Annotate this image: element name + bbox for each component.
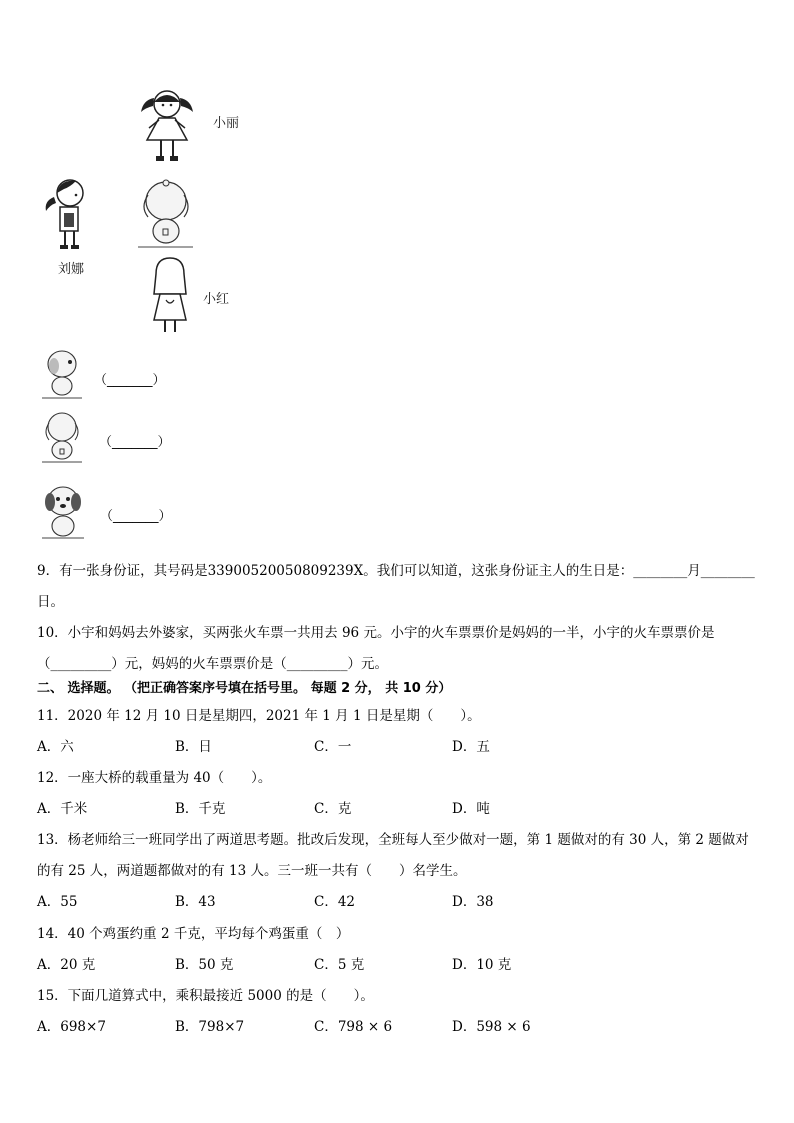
q15-option-a[interactable]: A．698×7 xyxy=(37,1019,106,1035)
q14-option-a[interactable]: A．20 克 xyxy=(37,957,96,973)
puppy-toy-front-figure xyxy=(42,484,84,540)
q13-line1: 13．杨老师给三一班同学出了两道思考题。批改后发现，全班每人至少做对一题，第 1 题做对的有 30 人，第 2 题做对 xyxy=(37,832,749,848)
q12-text: 12．一座大桥的载重量为 40（ ）。 xyxy=(37,770,272,786)
label-xiaohong: 小红 xyxy=(203,292,230,307)
q15-option-d[interactable]: D．598 × 6 xyxy=(452,1019,531,1035)
figure-area xyxy=(0,0,794,530)
answer-blank-3[interactable]: （_______） xyxy=(100,509,172,524)
q14-option-d[interactable]: D．10 克 xyxy=(452,957,512,973)
q15-option-b[interactable]: B．798×7 xyxy=(175,1019,245,1035)
label-xiaoli: 小丽 xyxy=(213,116,240,131)
q13-option-b[interactable]: B．43 xyxy=(175,894,216,910)
q12-option-c[interactable]: C．克 xyxy=(314,801,352,817)
q11-option-a[interactable]: A．六 xyxy=(37,739,74,755)
girl-xiaohong-figure xyxy=(148,256,193,336)
q13-line2: 的有 25 人，两道题都做对的有 13 人。三一班一共有（ ）名学生。 xyxy=(37,863,467,879)
q11-option-b[interactable]: B．日 xyxy=(175,739,212,755)
section-heading: 二、 选择题。 （把正确答案序号填在括号里。 每题 2 分， 共 10 分） xyxy=(37,681,452,696)
q11-text: 11．2020 年 12 月 10 日是星期四，2021 年 1 月 1 日是星期（ ）。 xyxy=(37,708,481,724)
q15-text: 15．下面几道算式中，乘积最接近 5000 的是（ ）。 xyxy=(37,988,374,1004)
q13-option-c[interactable]: C．42 xyxy=(314,894,356,910)
answer-blank-1[interactable]: （_______） xyxy=(94,373,166,388)
q10-line2: （_________）元，妈妈的火车票票价是（_________）元。 xyxy=(37,656,388,672)
girl-xiaoli-figure xyxy=(135,86,200,166)
q13-option-a[interactable]: A．55 xyxy=(37,894,78,910)
girl-liuna-figure xyxy=(40,175,95,253)
answer-blank-2[interactable]: （_______） xyxy=(99,435,171,450)
q13-option-d[interactable]: D．38 xyxy=(452,894,494,910)
q9-line1: 9．有一张身份证，其号码是339005200508092​39X。我们可以知道，这张身份证主人的生日是：________月________ xyxy=(37,563,755,579)
q15-option-c[interactable]: C．798 × 6 xyxy=(314,1019,393,1035)
q14-option-c[interactable]: C．5 克 xyxy=(314,957,365,973)
q12-option-a[interactable]: A．千米 xyxy=(37,801,88,817)
q9-line2: 日。 xyxy=(37,594,64,610)
q11-option-d[interactable]: D．五 xyxy=(452,739,490,755)
q14-option-b[interactable]: B．50 克 xyxy=(175,957,234,973)
q11-option-c[interactable]: C．一 xyxy=(314,739,352,755)
q14-text: 14．40 个鸡蛋约重 2 千克，平均每个鸡蛋重（ ） xyxy=(37,926,350,942)
label-liuna: 刘娜 xyxy=(58,262,85,277)
q10-line1: 10．小宇和妈妈去外婆家，买两张火车票一共用去 96 元。小宇的火车票票价是妈妈的一半，小宇的火车票票价是 xyxy=(37,625,715,641)
puppy-toy-back-small-figure xyxy=(42,410,82,464)
puppy-toy-back-figure xyxy=(138,177,193,249)
q12-option-b[interactable]: B．千克 xyxy=(175,801,226,817)
puppy-toy-side-figure xyxy=(42,348,82,400)
q12-option-d[interactable]: D．吨 xyxy=(452,801,490,817)
